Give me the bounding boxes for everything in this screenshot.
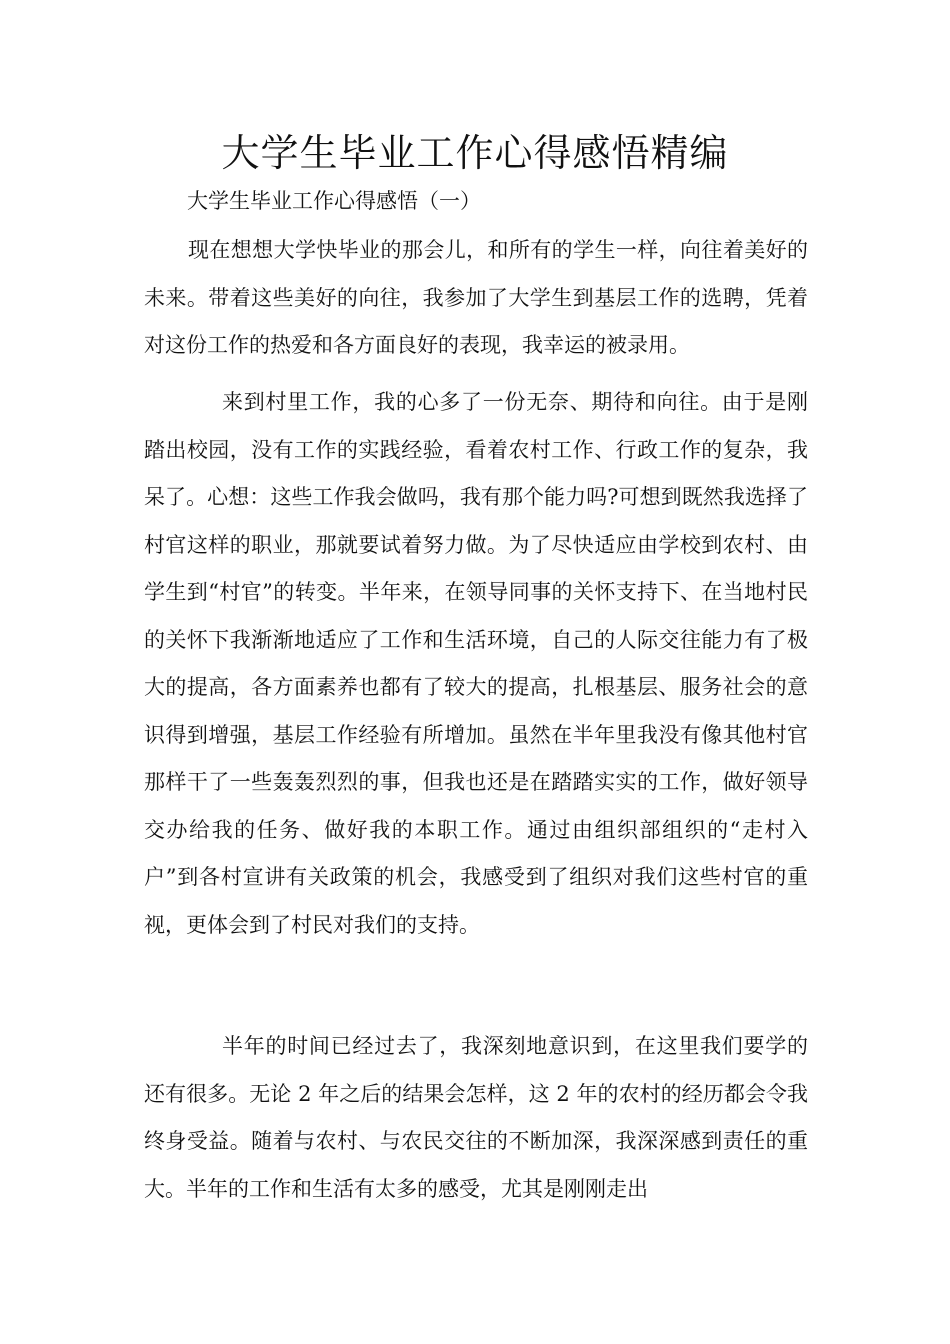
paragraph-2: 来到村里工作，我的心多了一份无奈、期待和向往。由于是刚踏出校园，没有工作的实践经验，看着农村工作、行政工作的复杂，我呆了。心想：这些工作我会做吗，我有那个能力吗?可想到既然我选择了村官这样的职业，那就要试着努力做。为了尽快适应由学校到农村、由学生到“村官”的转变。半年来，在领导同事的关怀支持下、在当地村民的关怀下我渐渐地适应了工作和生活环境，自己的人际交往能力有了极大的提高，各方面素养也都有了较大的提高，扎根基层、服务社会的意识得到增强，基层工作经验有所增加。虽然在半年里我没有像其他村官那样干了一些轰轰烈烈的事，但我也还是在踏踏实实的工作，做好领导交办给我的任务、做好我的本职工作。通过由组织部组织的“走村入户”到各村宣讲有关政策的机会，我感受到了组织对我们这些村官的重视，更体会到了村民对我们的支持。 xyxy=(144,390,808,937)
paragraph-3: 半年的时间已经过去了，我深刻地意识到，在这里我们要学的还有很多。无论 2 年之后的结果会怎样，这 2 年的农村的经历都会令我终身受益。随着与农村、与农民交往的不断加深，我深深感到责任的重大。半年的工作和生活有太多的感受，尤其是刚刚走出 xyxy=(144,1034,808,1201)
paragraph-1: 现在想想大学快毕业的那会儿，和所有的学生一样，向往着美好的未来。带着这些美好的向往，我参加了大学生到基层工作的选聘，凭着对这份工作的热爱和各方面良好的表现，我幸运的被录用。 xyxy=(144,238,808,357)
document-title: 大学生毕业工作心得感悟精编 xyxy=(221,131,729,175)
section-subtitle: 大学生毕业工作心得感悟（一） xyxy=(187,189,481,213)
